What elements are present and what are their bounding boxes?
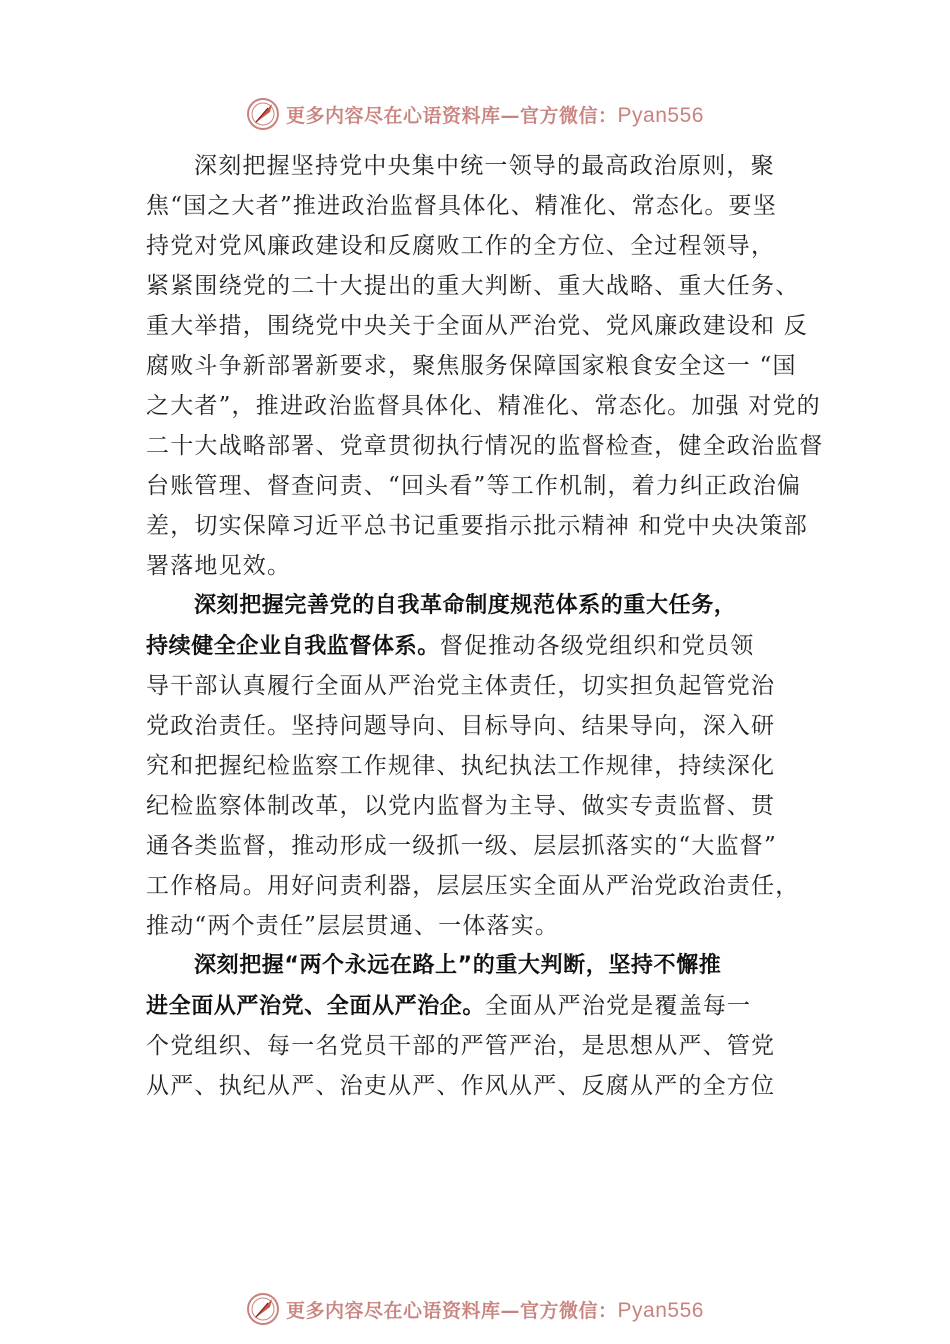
text-line: 二十大战略部署、党章贯彻执行情况的监督检查，健全政治监督 — [146, 433, 824, 459]
text-line: 台账管理、督查问责、“回头看”等工作机制，着力纠正政治偏 — [146, 473, 802, 499]
paragraph-heading: 深刻把握完善党的自我革命制度规范体系的重大任务， — [194, 593, 737, 618]
text-line: 署落地见效。 — [146, 553, 292, 579]
paragraph-heading-end: 进全面从严治党、全面从严治企。 — [146, 994, 486, 1019]
paragraph-heading-end: 持续健全企业自我监督体系。 — [146, 634, 440, 659]
quill-seal-logo-icon — [246, 97, 280, 131]
text-line: 究和把握纪检监察工作规律、执纪执法工作规律，持续深化 — [146, 753, 776, 779]
text-line: 重大举措，围绕党中央关于全面从严治党、党风廉政建设和 反 — [146, 313, 808, 339]
header-watermark-banner — [0, 94, 950, 134]
paragraph-1 — [146, 146, 836, 586]
text-line — [146, 986, 836, 1026]
text-line: 从严、执纪从严、治吏从严、作风从严、反腐从严的全方位 — [146, 1073, 776, 1099]
text-line: 个党组织、每一名党员干部的严管严治，是思想从严、管党 — [146, 1033, 776, 1059]
text-line: 党政治责任。坚持问题导向、目标导向、结果导向，深入研 — [146, 713, 776, 739]
text-line: 深刻把握坚持党中央集中统一领导的最高政治原则，聚 — [194, 153, 775, 179]
header-watermark-id: Pyan556 — [617, 103, 704, 127]
text-line: 工作格局。用好问责利器，层层压实全面从严治党政治责任， — [146, 873, 800, 899]
header-watermark-text: 更多内容尽在心语资料库—官方微信：Pyan556 — [286, 103, 704, 127]
text-line: 导干部认真履行全面从严治党主体责任，切实担负起管党治 — [146, 673, 776, 699]
text-line: 腐败斗争新部署新要求，聚焦服务保障国家粮食安全这一 “国 — [146, 353, 797, 379]
footer-watermark-text: 更多内容尽在心语资料库—官方微信：Pyan556 — [286, 1298, 704, 1322]
paragraph-3 — [146, 946, 836, 1106]
text-line-rest: 督促推动各级党组织和党员领 — [439, 633, 755, 659]
text-line: 推动“两个责任”层层贯通、一体落实。 — [146, 913, 560, 939]
text-line: 之大者”，推进政治监督具体化、精准化、常态化。加强 对党的 — [146, 393, 821, 419]
paragraph-2 — [146, 586, 836, 946]
quill-seal-logo-icon — [246, 1292, 280, 1326]
text-line: 持党对党风廉政建设和反腐败工作的全方位、全过程领导， — [146, 233, 776, 259]
text-line: 通各类监督，推动形成一级抓一级、层层抓落实的“大监督” — [146, 833, 777, 859]
footer-watermark-banner — [0, 1289, 950, 1329]
text-line — [146, 626, 836, 666]
footer-watermark-id: Pyan556 — [617, 1298, 704, 1322]
text-line: 差，切实保障习近平总书记重要指示批示精神 和党中央决策部 — [146, 513, 808, 539]
text-line: 焦“国之大者”推进政治监督具体化、精准化、常态化。要坚 — [146, 193, 777, 219]
text-line-rest: 全面从严治党是覆盖每一 — [485, 993, 752, 1019]
paragraph-heading: 深刻把握“两个永远在路上”的重大判断，坚持不懈推 — [194, 953, 722, 978]
text-line: 纪检监察体制改革，以党内监督为主导、做实专责监督、贯 — [146, 793, 776, 819]
text-line: 紧紧围绕党的二十大提出的重大判断、重大战略、重大任务、 — [146, 273, 800, 299]
document-body — [146, 146, 836, 1106]
